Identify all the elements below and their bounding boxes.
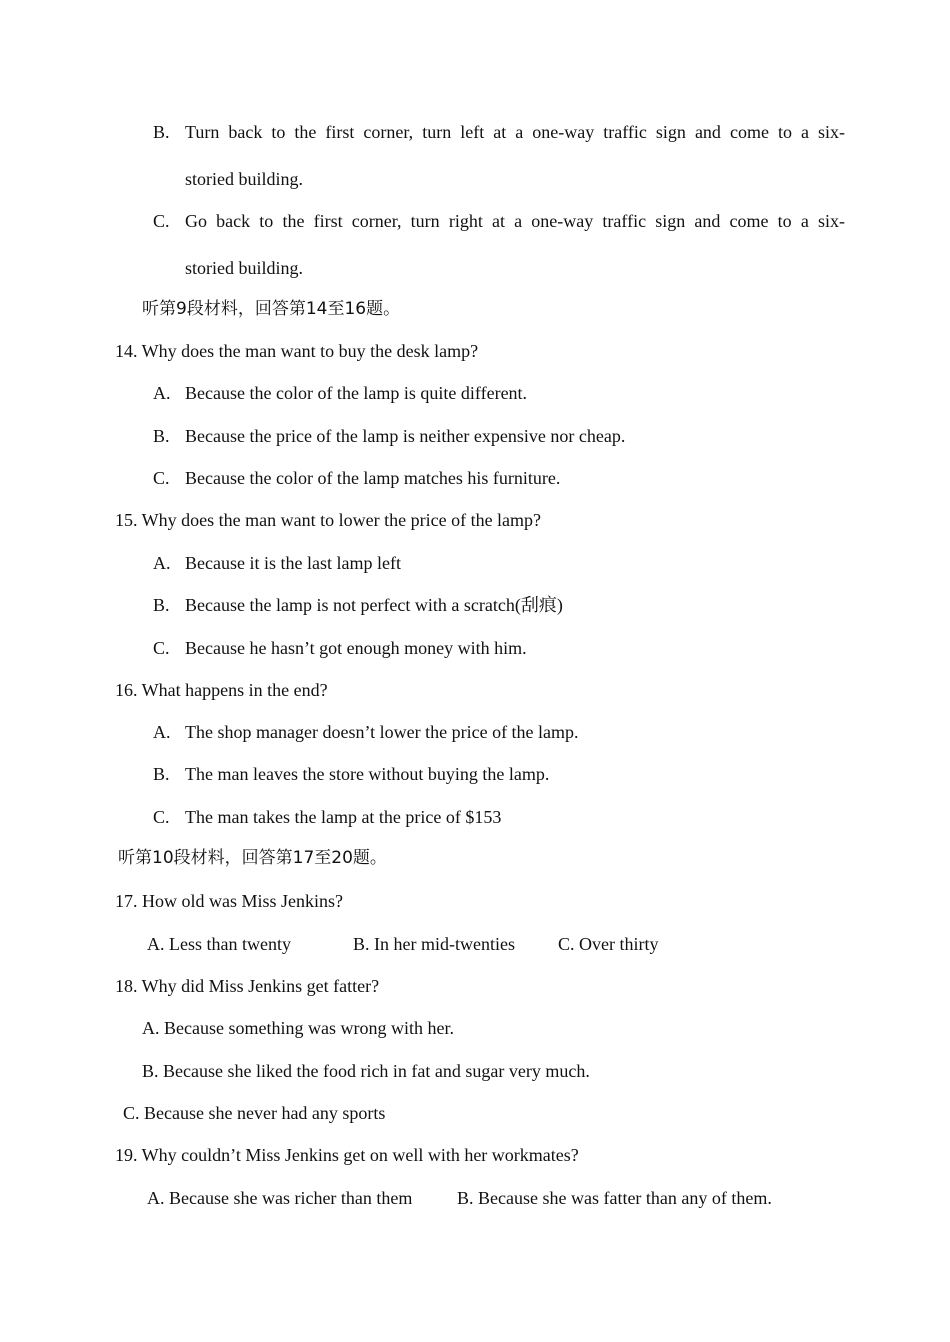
q15-stem: 15. Why does the man want to lower the price of the lamp? [115, 510, 542, 530]
section-10-heading: 听第10段材料，回答第17至20题。 [118, 848, 387, 868]
q14-option-b: Because the price of the lamp is neither expensive nor cheap. [185, 426, 626, 446]
q13-option-b-line1: Turn back to the first corner, turn left at a one-way traffic sign and come to a six- [185, 122, 845, 142]
q19-stem: 19. Why couldn’t Miss Jenkins get on well with her workmates? [115, 1145, 579, 1165]
q18-stem: 18. Why did Miss Jenkins get fatter? [115, 976, 380, 996]
q14-option-b-letter: B. [153, 426, 170, 446]
q15-option-b: Because the lamp is not perfect with a scratch(刮痕) [185, 595, 563, 615]
q18-option-c: C. Because she never had any sports [123, 1103, 386, 1123]
q17-option-c: C. Over thirty [558, 934, 659, 954]
q16-option-b: The man leaves the store without buying the lamp. [185, 764, 550, 784]
q17-option-b: B. In her mid-twenties [353, 934, 515, 954]
q16-option-c-letter: C. [153, 807, 170, 827]
q18-option-a: A. Because something was wrong with her. [142, 1018, 454, 1038]
q15-option-b-letter: B. [153, 595, 170, 615]
q14-option-c-letter: C. [153, 468, 170, 488]
q16-option-b-letter: B. [153, 764, 170, 784]
q13-option-c-letter: C. [153, 211, 170, 231]
q15-option-a: Because it is the last lamp left [185, 553, 401, 573]
q19-option-b: B. Because she was fatter than any of them. [457, 1188, 772, 1208]
q16-option-a: The shop manager doesn’t lower the price of the lamp. [185, 722, 579, 742]
q15-option-c: Because he hasn’t got enough money with him. [185, 638, 527, 658]
q14-stem: 14. Why does the man want to buy the desk lamp? [115, 341, 479, 361]
q15-option-c-letter: C. [153, 638, 170, 658]
q16-option-a-letter: A. [153, 722, 171, 742]
q13-option-b-line2: storied building. [185, 169, 303, 189]
q17-option-a: A. Less than twenty [147, 934, 291, 954]
section-9-heading: 听第9段材料，回答第14至16题。 [142, 299, 401, 319]
q16-stem: 16. What happens in the end? [115, 680, 328, 700]
q14-option-c: Because the color of the lamp matches his furniture. [185, 468, 561, 488]
q14-option-a-letter: A. [153, 383, 171, 403]
q16-option-c: The man takes the lamp at the price of $153 [185, 807, 502, 827]
q14-option-a: Because the color of the lamp is quite different. [185, 383, 528, 403]
q19-option-a: A. Because she was richer than them [147, 1188, 413, 1208]
q15-option-a-letter: A. [153, 553, 171, 573]
q17-stem: 17. How old was Miss Jenkins? [115, 891, 343, 911]
q18-option-b: B. Because she liked the food rich in fat and sugar very much. [142, 1061, 590, 1081]
q13-option-c-line1: Go back to the first corner, turn right at a one-way traffic sign and come to a six- [185, 211, 845, 231]
q13-option-c-line2: storied building. [185, 258, 303, 278]
q13-option-b-letter: B. [153, 122, 170, 142]
